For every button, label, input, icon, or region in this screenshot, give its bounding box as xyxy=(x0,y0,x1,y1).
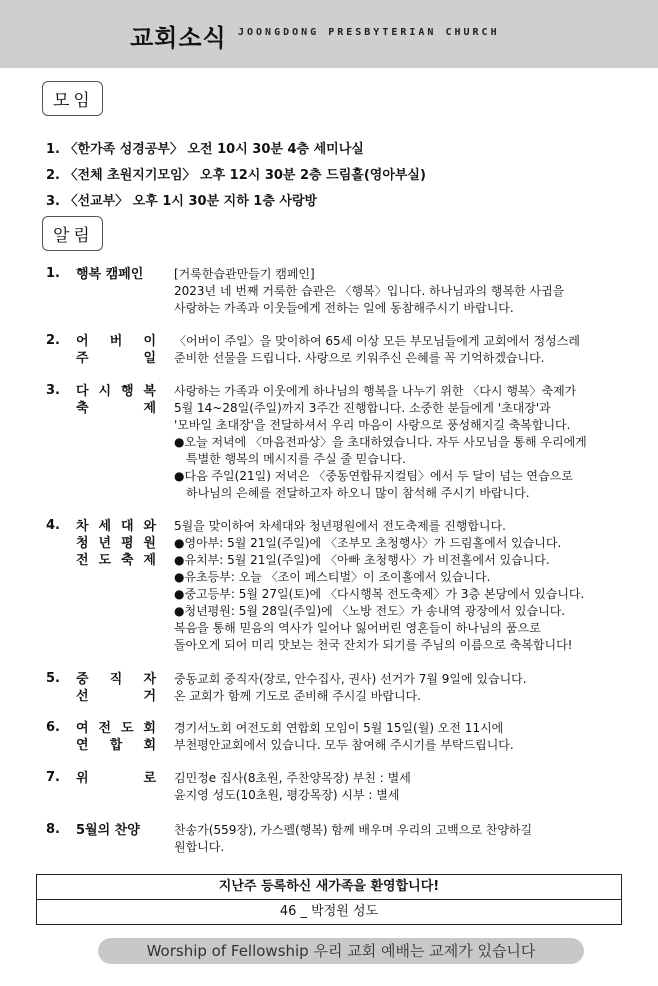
meeting-item: 1. 〈한가족 성경공부〉 오전 10시 30분 4층 세미나실 xyxy=(46,142,364,157)
notice-title-char: 선 xyxy=(76,689,89,704)
notice-title xyxy=(76,383,156,417)
notice-title-char: 와 xyxy=(143,519,156,534)
notice-title xyxy=(76,822,156,839)
welcome-member: 46 _ 박정원 성도 xyxy=(279,904,379,919)
notice-title xyxy=(76,333,156,367)
notice-line: 5월 14~28일(주일)까지 3주간 진행합니다. 소중한 분들에게 '초대장'과 xyxy=(174,401,551,415)
notice-line: ●유치부: 5월 21일(주일)에 〈아빠 초청행사〉가 비전홀에서 있습니다. xyxy=(174,553,550,567)
notice-title xyxy=(76,518,156,569)
notice-line: ●유초등부: 오늘 〈조이 페스티벌〉이 조이홀에서 있습니다. xyxy=(174,570,491,584)
notice-body xyxy=(174,770,411,804)
notice-line: 〈어버이 주일〉을 맞이하여 65세 이상 모든 부모님들에게 교회에서 정성스레 xyxy=(174,334,580,348)
notice-title-char: 제 xyxy=(143,401,156,416)
notice-title-line xyxy=(76,400,156,417)
notice-line: [거룩한습관만들기 캠페인] xyxy=(174,267,315,281)
notice-number: 1. xyxy=(46,266,60,281)
notice-number: 5. xyxy=(46,671,60,686)
notice-line: 하나님의 은혜를 전달하고자 하오니 많이 참석해 주시기 바랍니다. xyxy=(186,486,530,500)
notice-line: 경기서노회 여전도회 연합회 모임이 5월 15일(월) 오전 11시에 xyxy=(174,721,504,735)
notice-line: 원합니다. xyxy=(174,840,225,854)
notice-title-char: 원 xyxy=(143,536,156,551)
notice-number: 3. xyxy=(46,383,60,398)
notice-title xyxy=(76,671,156,705)
notice-line: 온 교회가 함께 기도로 준비해 주시길 바랍니다. xyxy=(174,689,421,703)
notice-title-line xyxy=(76,333,156,350)
notice-title xyxy=(76,266,156,283)
notice-body xyxy=(174,822,532,856)
notice-title-char: 대 xyxy=(120,519,134,534)
notice-title-char: 어 xyxy=(76,334,89,349)
notice-title-char: 버 xyxy=(109,334,123,349)
footer-banner: Worship of Fellowship 우리 교회 예배는 교제가 있습니다 xyxy=(98,938,584,964)
notice-line: ●다음 주일(21일) 저녁은 〈중동연합뮤지컬팀〉에서 두 달이 넘는 연습으로 xyxy=(174,469,573,483)
notice-title-char: 제 xyxy=(143,553,156,568)
notice-line: 윤지영 성도(10초원, 평강목장) 시부 : 별세 xyxy=(174,788,400,802)
notice-number: 7. xyxy=(46,770,60,785)
notice-number: 4. xyxy=(46,518,60,533)
notice-title-char: 위 xyxy=(76,771,89,786)
header-title: 교회소식 xyxy=(130,24,227,52)
notice-line: '모바일 초대장'을 전달하셔서 우리 마음이 사랑으로 풍성해지길 축복합니다. xyxy=(174,418,571,432)
notice-line: 특별한 행복의 메시지를 주실 줄 믿습니다. xyxy=(186,452,406,466)
notice-body xyxy=(174,266,564,317)
welcome-box xyxy=(36,874,622,925)
notice-title-char: 이 xyxy=(143,334,156,349)
notice-title-char: 여 xyxy=(76,721,89,736)
notice-title-line xyxy=(76,535,156,552)
notice-line: 사랑하는 가족과 이웃에게 하나님의 행복을 나누기 위한 〈다시 행복〉축제가 xyxy=(174,384,577,398)
notice-title-char: 년 xyxy=(98,536,112,551)
notice-line: 찬송가(559장), 가스펠(행복) 함께 배우며 우리의 고백으로 찬양하길 xyxy=(174,823,533,837)
notice-title-char: 전 xyxy=(76,553,89,568)
meeting-item: 2. 〈전체 초원지기모임〉 오후 12시 30분 2층 드림홀(영아부실) xyxy=(46,168,426,183)
notice-title-line xyxy=(76,383,156,400)
page-header xyxy=(0,0,658,68)
notice-title-char: 세 xyxy=(98,519,112,534)
notice-title-char: 복 xyxy=(143,384,156,399)
notice-title-char: 로 xyxy=(143,771,156,786)
notice-title-char: 청 xyxy=(76,536,89,551)
notice-line: 2023년 네 번째 거룩한 습관은 〈행복〉입니다. 하나님과의 행복한 사귐을 xyxy=(174,284,565,298)
meeting-item: 3. 〈선교부〉 오후 1시 30분 지하 1층 사랑방 xyxy=(46,194,318,209)
notice-title-char: 축 xyxy=(120,553,134,568)
notice-line: 사랑하는 가족과 이웃들에게 전하는 일에 동참해주시기 바랍니다. xyxy=(174,301,514,315)
notice-title-line: 행복 캠페인 xyxy=(76,267,144,282)
notice-line: 복음을 통해 믿음의 역사가 일어나 잃어버린 영혼들이 하나님의 품으로 xyxy=(174,621,541,635)
notice-title-line xyxy=(76,671,156,688)
notice-title-char: 차 xyxy=(76,519,89,534)
notice-line: 5월을 맞이하여 차세대와 청년평원에서 전도축제를 진행합니다. xyxy=(174,519,506,533)
notice-line: ●중고등부: 5월 27일(토)에 〈다시행복 전도축제〉가 3층 본당에서 있습니다. xyxy=(174,587,585,601)
notice-title-line xyxy=(76,737,156,754)
meetings-section-label: 모임 xyxy=(42,81,103,116)
notice-title-char: 일 xyxy=(143,351,156,366)
notice-body xyxy=(174,671,527,705)
notice-title-line xyxy=(76,688,156,705)
notice-title-line xyxy=(76,518,156,535)
notice-title-line xyxy=(76,720,156,737)
notice-line: 중동교회 중직자(장로, 안수집사, 권사) 선거가 7월 9일에 있습니다. xyxy=(174,672,527,686)
welcome-title: 지난주 등록하신 새가족을 환영합니다! xyxy=(37,875,621,900)
notice-title-line xyxy=(76,552,156,569)
notice-number: 8. xyxy=(46,822,60,837)
notice-line: 준비한 선물을 드립니다. 사랑으로 키워주신 은혜를 꼭 기억하겠습니다. xyxy=(174,351,545,365)
notice-title-char: 축 xyxy=(76,401,89,416)
notice-line: ●영아부: 5월 21일(주일)에 〈조부모 초청행사〉가 드림홀에서 있습니다. xyxy=(174,536,562,550)
notice-number: 2. xyxy=(46,333,60,348)
notice-title-char: 합 xyxy=(109,738,123,753)
notice-title-char: 중 xyxy=(76,672,89,687)
notice-title-line xyxy=(76,770,156,787)
notice-title-char: 연 xyxy=(76,738,89,753)
notice-title-char: 거 xyxy=(143,689,156,704)
notice-title-char: 행 xyxy=(120,384,134,399)
notice-line: 돌아오게 되어 미리 맛보는 천국 잔치가 되기를 주님의 이름으로 축복합니다! xyxy=(174,638,573,652)
notice-title-char: 도 xyxy=(98,553,112,568)
notice-title-char: 전 xyxy=(98,721,112,736)
notice-line: 김민정e 집사(8초원, 주찬양목장) 부친 : 별세 xyxy=(174,771,411,785)
notice-title-char: 회 xyxy=(143,738,156,753)
notice-title xyxy=(76,720,156,754)
notice-body xyxy=(174,383,587,502)
notice-title-char: 주 xyxy=(76,351,89,366)
notice-title xyxy=(76,770,156,787)
header-subtitle: JOONGDONG PRESBYTERIAN CHURCH xyxy=(238,27,500,38)
notice-title-char: 평 xyxy=(120,536,134,551)
notice-title-line: 5월의 찬양 xyxy=(76,823,140,838)
notice-title-char: 직 xyxy=(109,672,123,687)
notice-body xyxy=(174,720,514,754)
notice-title-char: 다 xyxy=(76,384,89,399)
notice-title-line xyxy=(76,350,156,367)
notice-line: ●청년평원: 5월 28일(주일)에 〈노방 전도〉가 송내역 광장에서 있습니다. xyxy=(174,604,566,618)
notice-number: 6. xyxy=(46,720,60,735)
notice-body xyxy=(174,518,584,654)
notice-line: 부천평안교회에서 있습니다. 모두 참여해 주시기를 부탁드립니다. xyxy=(174,738,514,752)
notice-title-char: 자 xyxy=(143,672,156,687)
notice-title-char: 회 xyxy=(143,721,156,736)
notice-title-char: 도 xyxy=(120,721,134,736)
notice-body xyxy=(174,333,580,367)
notice-line: ●오늘 저녁에 〈마음전파상〉을 초대하였습니다. 자두 사모님을 통해 우리에게 xyxy=(174,435,587,449)
notice-title-char: 시 xyxy=(98,384,112,399)
notices-section-label: 알림 xyxy=(42,216,103,251)
